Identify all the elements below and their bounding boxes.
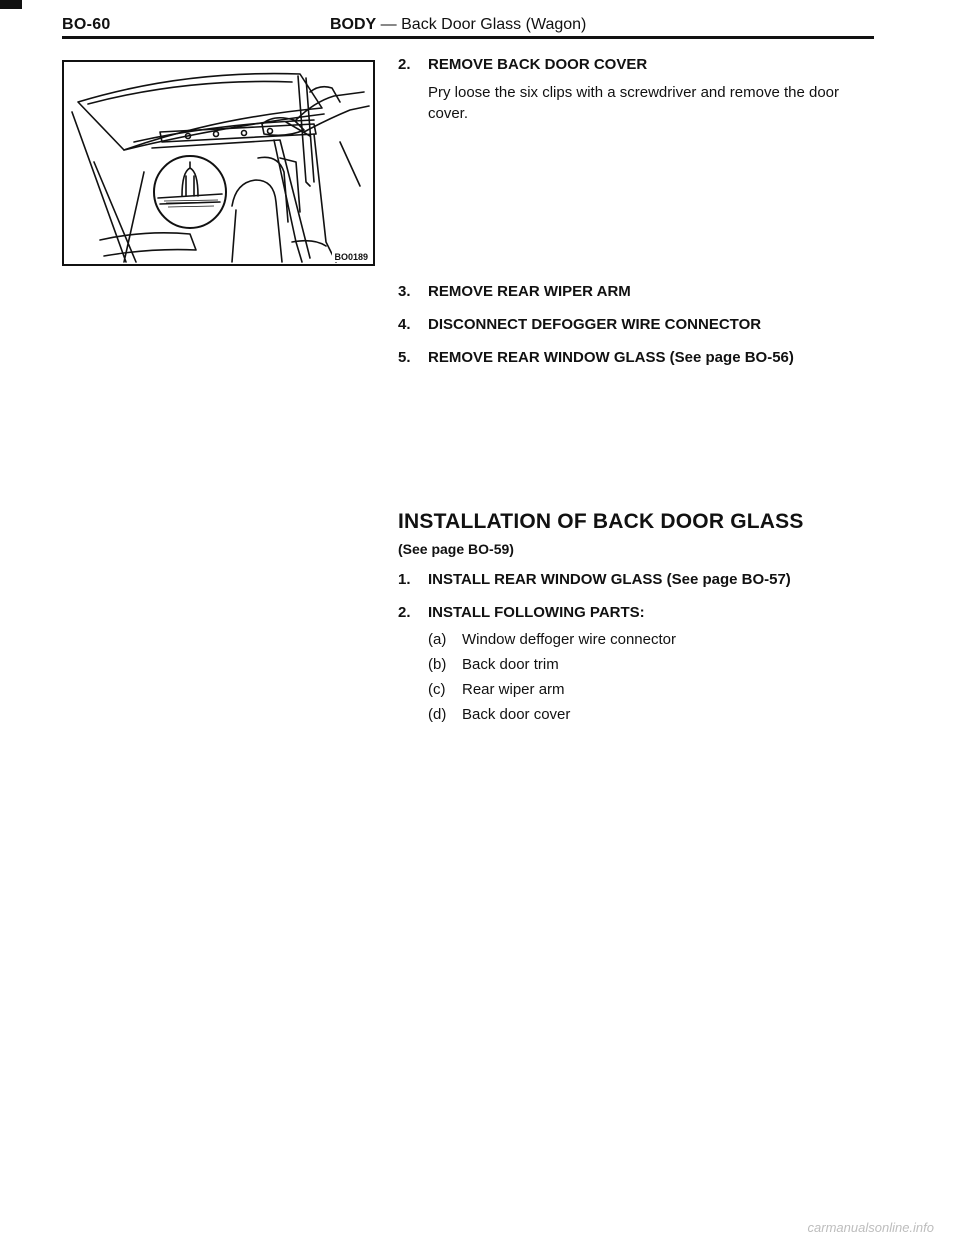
part-letter: (d) bbox=[428, 706, 447, 723]
part-item bbox=[428, 631, 676, 648]
footer-watermark[interactable]: carmanualsonline.info bbox=[807, 1220, 934, 1235]
step-install-rear-window-glass bbox=[398, 571, 791, 588]
step-title: INSTALL REAR WINDOW GLASS (See page BO-57) bbox=[428, 571, 791, 588]
installation-heading: INSTALLATION OF BACK DOOR GLASS bbox=[398, 510, 804, 533]
step-title: INSTALL FOLLOWING PARTS: bbox=[428, 604, 645, 621]
section-subtitle: Back Door Glass (Wagon) bbox=[401, 16, 587, 33]
part-letter: (c) bbox=[428, 681, 446, 698]
page-number: BO-60 bbox=[62, 16, 111, 33]
step-number: 1. bbox=[398, 571, 411, 588]
part-item bbox=[428, 681, 565, 698]
step-title: REMOVE REAR WIPER ARM bbox=[428, 283, 631, 300]
step-description: Pry loose the six clips with a screwdriver and remove the door cover. bbox=[428, 84, 840, 122]
page-title bbox=[330, 16, 586, 34]
header-rule bbox=[62, 36, 874, 39]
installation-reference: (See page BO-59) bbox=[398, 541, 514, 557]
step-disconnect-defogger bbox=[398, 316, 761, 333]
step-title: REMOVE REAR WINDOW GLASS (See page BO-56) bbox=[428, 349, 794, 366]
corner-registration-mark bbox=[0, 0, 22, 9]
step-number: 4. bbox=[398, 316, 411, 333]
part-text: Rear wiper arm bbox=[462, 681, 565, 698]
page-header bbox=[62, 14, 874, 40]
step-number: 2. bbox=[398, 604, 411, 621]
step-title: REMOVE BACK DOOR COVER bbox=[428, 56, 648, 73]
step-remove-back-door-cover bbox=[398, 56, 647, 73]
part-text: Back door trim bbox=[462, 656, 559, 673]
title-separator: — bbox=[376, 16, 402, 33]
part-text: Window deffoger wire connector bbox=[462, 631, 676, 648]
step-remove-rear-window-glass bbox=[398, 349, 794, 366]
step-number: 3. bbox=[398, 283, 411, 300]
part-item bbox=[428, 706, 570, 723]
figure-code: BO0189 bbox=[334, 252, 368, 262]
part-item bbox=[428, 656, 559, 673]
part-letter: (a) bbox=[428, 631, 447, 648]
section-name: BODY bbox=[330, 16, 377, 33]
step-title: DISCONNECT DEFOGGER WIRE CONNECTOR bbox=[428, 316, 762, 333]
step-install-following-parts bbox=[398, 604, 645, 621]
part-text: Back door cover bbox=[462, 706, 571, 723]
back-door-illustration bbox=[62, 60, 375, 266]
step-remove-rear-wiper-arm bbox=[398, 283, 631, 300]
back-door-drawing bbox=[64, 62, 375, 266]
step-number: 5. bbox=[398, 349, 411, 366]
step-number: 2. bbox=[398, 56, 411, 73]
part-letter: (b) bbox=[428, 656, 447, 673]
